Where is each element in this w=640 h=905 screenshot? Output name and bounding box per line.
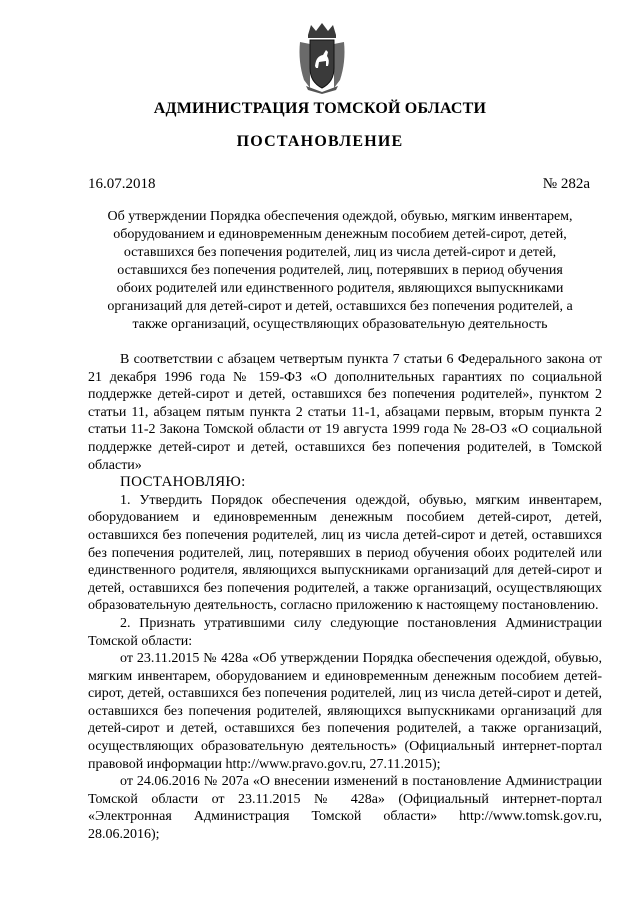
document-number: № 282а <box>542 176 590 192</box>
document-subject: Об утверждении Порядка обеспечения одеждой, обувью, мягким инвентарем, оборудованием и единовременным денежным пособием детей-сирот, детей, оставшихся без попечения родителей, лиц из числа детей-сирот и детей, оставшихся без попечения родителей, лиц, потерявших в период обучения обоих родителей или единственного родителя, являющихся выпускниками организаций для детей-сирот и детей, оставшихся без попечения родителей, а также организаций, осуществляющих образовательную деятельность <box>107 209 573 332</box>
item-2b-paragraph: от 24.06.2016 № 207а «О внесении изменений в постановление Администрации Томской области от 23.11.2015 № 428а» (Официальный интернет-портал «Электронная Администрация Томской области» http://www.tomsk.gov.ru, 28.06.2016); <box>88 774 602 843</box>
document-type: ПОСТАНОВЛЕНИЕ <box>236 133 404 150</box>
item-1-paragraph: 1. Утвердить Порядок обеспечения одеждой, обувью, мягким инвентарем, оборудованием и единовременным денежным пособием детей-сирот, детей, оставшихся без попечения родителей, лиц из числа детей-сирот и детей, оставшихся без попечения родителей, лиц, потерявших в период обучения обоих родителей или единственного родителя, являющихся выпускниками организаций для детей-сирот и детей, оставшихся без попечения родителей, а также организаций, осуществляющих образовательную деятельность, согласно приложению к настоящему постановлению. <box>88 492 602 614</box>
resolve-word: ПОСТАНОВЛЯЮ: <box>120 474 246 491</box>
coat-of-arms-icon <box>296 22 348 94</box>
preamble-paragraph: В соответствии с абзацем четвертым пункта 7 статьи 6 Федерального закона от 21 декабря 1996 года № 159-ФЗ «О дополнительных гарантиях по социальной поддержке детей-сирот и детей, оставшихся без попечения родителей», пунктом 2 статьи 11, абзацем пятым пункта 2 статьи 11-1, абзацами первым, вторым пункта 2 статьи 11-2 Закона Томской области от 19 августа 1999 года № 28-ОЗ «О социальной поддержке детей-сирот и детей, оставшихся без попечения родителей, в Томской области» <box>88 352 602 473</box>
item-2-paragraph: 2. Признать утратившими силу следующие постановления Администрации Томской области: <box>88 615 602 649</box>
document-date: 16.07.2018 <box>88 176 156 192</box>
organization-title: АДМИНИСТРАЦИЯ ТОМСКОЙ ОБЛАСТИ <box>153 100 487 117</box>
item-2a-paragraph: от 23.11.2015 № 428а «Об утверждении Порядка обеспечения одеждой, обувью, мягким инвентарем, оборудованием и единовременным денежным пособием детей-сирот, детей, оставшихся без попечения родителей, лиц из числа детей-сирот и детей, оставшихся без попечения родителей, являющихся выпускниками организаций для детей-сирот и детей, оставшихся без попечения родителей, а также организаций, осуществляющих образовательную деятельность» (Официальный интернет-портал правовой информации http://www.pravo.gov.ru, 27.11.2015); <box>88 651 602 772</box>
document-body <box>88 351 602 844</box>
